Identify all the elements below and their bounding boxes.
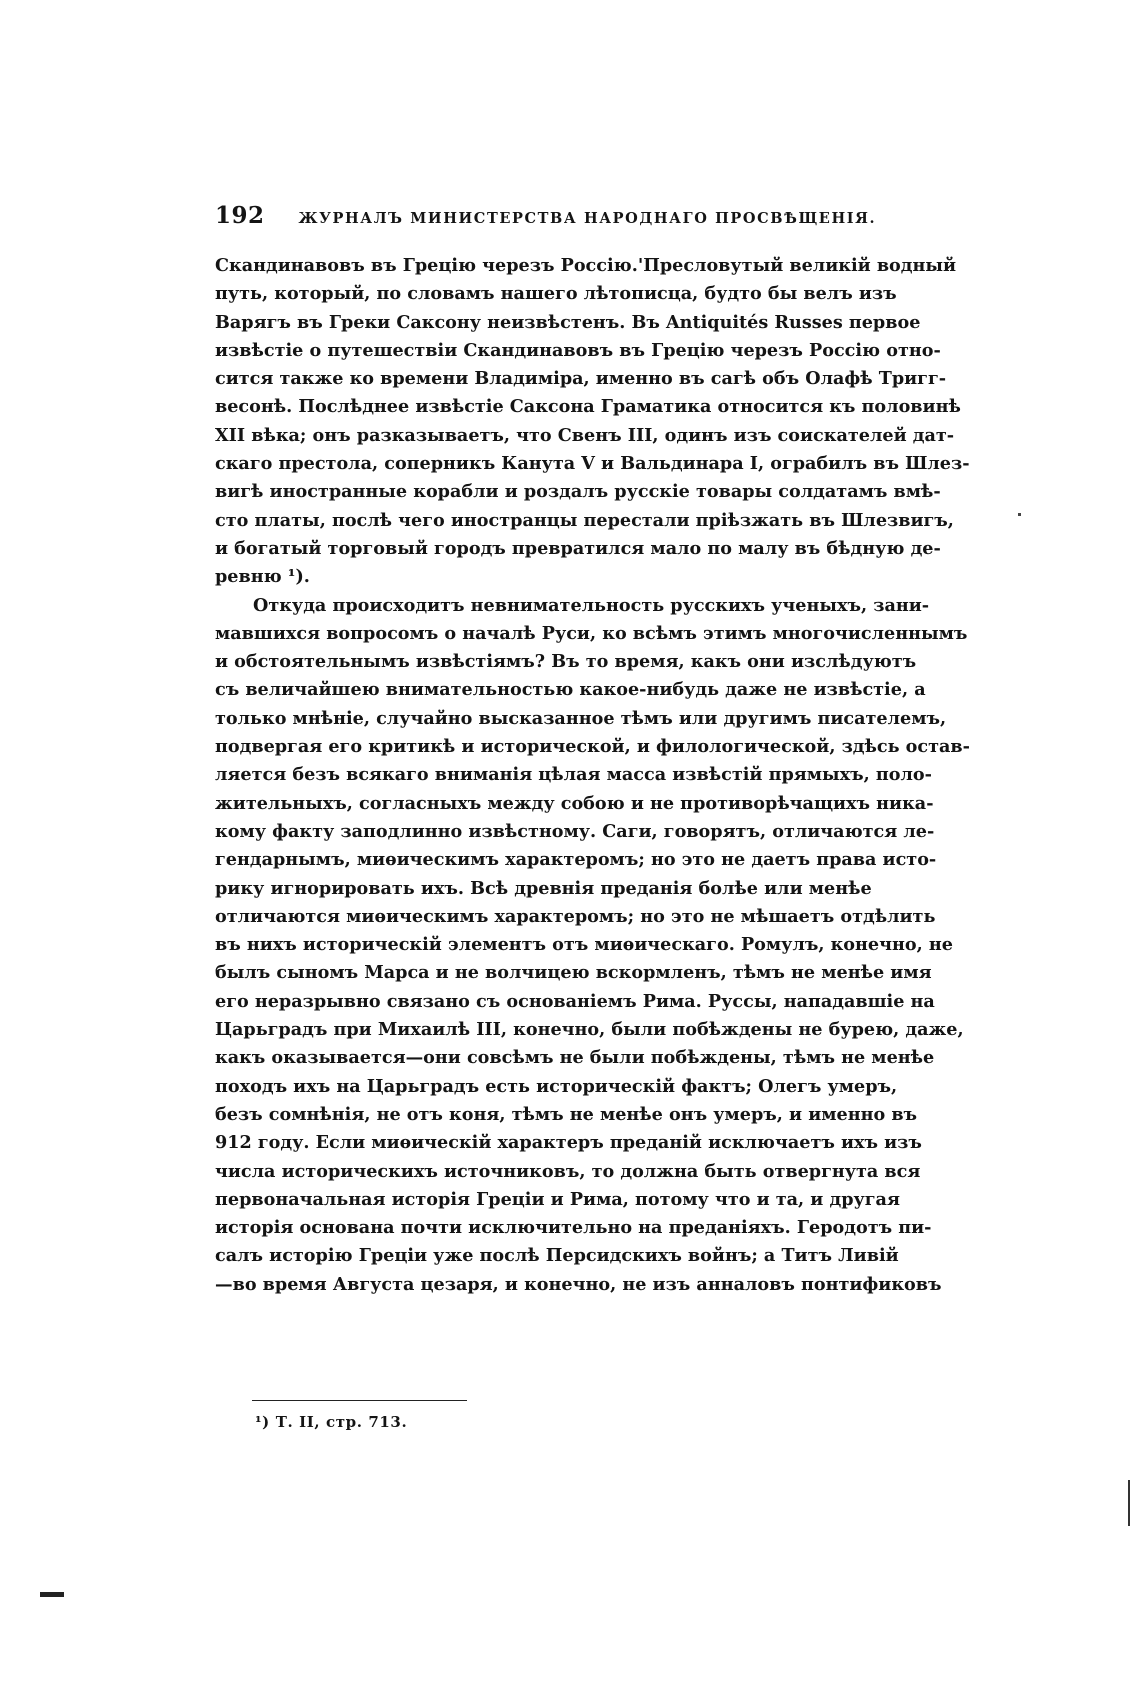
text-line: ляется безъ всякаго вниманія цѣлая масса извѣстій прямыхъ, поло-	[215, 764, 932, 786]
body-text	[215, 252, 970, 1299]
text-line: кому факту заподлинно извѣстному. Саги, говорятъ, отличаются ле-	[215, 820, 935, 842]
text-line: жительныхъ, согласныхъ между собою и не противорѣчащихъ ника-	[215, 792, 934, 814]
text-line: гендарнымъ, миѳическимъ характеромъ; но это не даетъ права исто-	[215, 849, 937, 871]
text-line: въ нихъ историческій элементъ отъ миѳическаго. Ромулъ, конечно, не	[215, 934, 953, 956]
running-title: ЖУРНАЛЪ МИНИСТЕРСТВА НАРОДНАГО ПРОСВѢЩЕНІЯ.	[298, 210, 877, 227]
text-line: и обстоятельнымъ извѣстіямъ? Въ то время, какъ они изслѣдуютъ	[215, 651, 917, 673]
text-line: и богатый торговый городъ превратился мало по малу въ бѣдную де-	[215, 537, 941, 559]
book-page	[215, 0, 970, 1699]
text-line: извѣстіе о путешествіи Скандинавовъ въ Грецію черезъ Россію отно-	[215, 339, 941, 361]
text-line: исторія основана почти исключительно на преданіяхъ. Геродотъ пи-	[215, 1217, 932, 1239]
text-line: первоначальная исторія Греціи и Рима, потому что и та, и другая	[215, 1188, 900, 1210]
text-line: 912 году. Если миѳическій характеръ преданій исключаетъ ихъ изъ	[215, 1132, 922, 1154]
text-line: подвергая его критикѣ и исторической, и филологической, здѣсь остав-	[215, 736, 970, 758]
text-line: путь, который, по словамъ нашего лѣтописца, будто бы велъ изъ	[215, 283, 897, 305]
text-line: XII вѣка; онъ разказываетъ, что Свенъ III, одинъ изъ соискателей дат-	[215, 424, 955, 446]
scan-speck	[1018, 513, 1021, 516]
text-line: какъ оказывается—они совсѣмъ не были побѣждены, тѣмъ не менѣе	[215, 1047, 935, 1069]
text-line: —во время Августа цезаря, и конечно, не изъ анналовъ понтификовъ	[215, 1273, 942, 1295]
text-line: Скандинавовъ въ Грецію черезъ Россію.'Пресловутый великій водный	[215, 255, 957, 276]
text-line: безъ сомнѣнія, не отъ коня, тѣмъ не менѣе онъ умеръ, и именно въ	[215, 1103, 918, 1125]
text-line: былъ сыномъ Марса и не волчицею вскормленъ, тѣмъ не менѣе имя	[215, 962, 932, 984]
text-line: Варягъ въ Греки Саксону неизвѣстенъ. Въ Antiquités Russes первое	[215, 311, 921, 333]
scan-margin-mark	[40, 1592, 64, 1597]
text-line: съ величайшею внимательностью какое-нибудь даже не извѣстіе, а	[215, 679, 926, 701]
text-line: числа историческихъ источниковъ, то должна быть отвергнута вся	[215, 1160, 921, 1182]
footnote-divider	[252, 1400, 467, 1401]
text-line: Царьградъ при Михаилѣ III, конечно, были побѣждены не бурею, даже,	[215, 1019, 964, 1041]
text-line: вигѣ иностранные корабли и роздалъ русскіе товары солдатамъ вмѣ-	[215, 481, 941, 503]
scan-edge-mark	[1128, 1480, 1130, 1526]
text-line: мавшихся вопросомъ о началѣ Руси, ко всѣмъ этимъ многочисленнымъ	[215, 622, 968, 644]
text-line: сто платы, послѣ чего иностранцы перестали пріѣзжать въ Шлезвигъ,	[215, 509, 954, 531]
footnote: ¹) Т. II, стр. 713.	[255, 1413, 408, 1431]
text-line: отличаются миѳическимъ характеромъ; но это не мѣшаетъ отдѣлить	[215, 905, 936, 927]
text-line: весонѣ. Послѣднее извѣстіе Саксона Граматика относится къ половинѣ	[215, 396, 961, 418]
text-line: его неразрывно связано съ основаніемъ Рима. Руссы, нападавшіе на	[215, 990, 935, 1012]
page-header	[215, 202, 877, 232]
text-line: салъ исторію Греціи уже послѣ Персидскихъ войнъ; а Титъ Ливій	[215, 1245, 899, 1267]
text-line: ревню ¹).	[215, 566, 310, 588]
page-number: 192	[215, 202, 265, 229]
text-line: походъ ихъ на Царьградъ есть историческій фактъ; Олегъ умеръ,	[215, 1075, 898, 1097]
text-line: скаго престола, соперникъ Канута V и Вальдинара I, ограбилъ въ Шлез-	[215, 453, 970, 475]
text-line: только мнѣніе, случайно высказанное тѣмъ или другимъ писателемъ,	[215, 707, 947, 729]
text-line: сится также ко времени Владиміра, именно въ сагѣ объ Олафѣ Тригг-	[215, 368, 947, 390]
text-line: Откуда происходитъ невнимательность русскихъ ученыхъ, зани-	[253, 594, 930, 616]
text-line: рику игнорировать ихъ. Всѣ древнія преданія болѣе или менѣе	[215, 877, 872, 899]
